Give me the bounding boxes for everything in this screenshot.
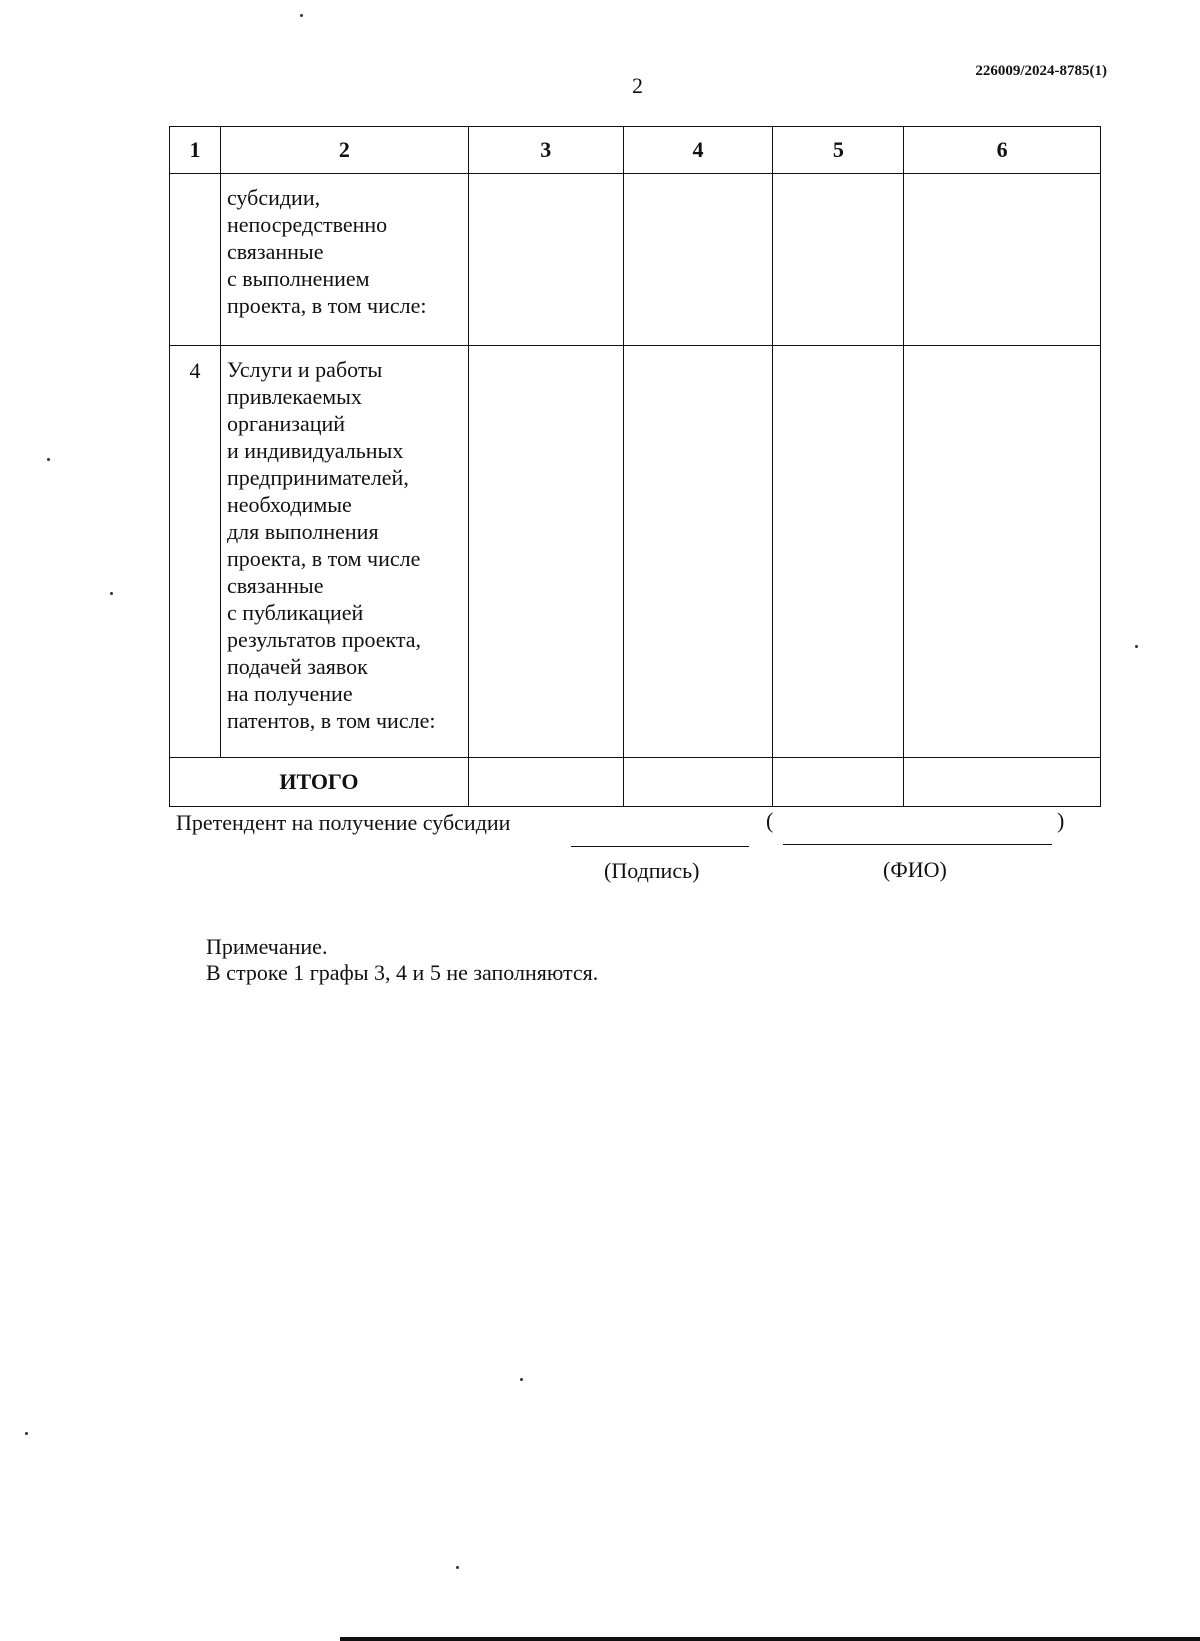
note (206, 934, 598, 986)
table-cell (623, 346, 773, 758)
row-number: 4 (170, 346, 221, 758)
total-label: ИТОГО (170, 758, 469, 807)
table-cell (623, 758, 773, 807)
row-number (170, 174, 221, 346)
note-text: В строке 1 графы 3, 4 и 5 не заполняются. (206, 960, 599, 985)
note-title: Примечание. (206, 934, 328, 959)
column-header: 1 (170, 127, 221, 174)
scan-speck (25, 1432, 28, 1435)
table-cell (468, 174, 623, 346)
bottom-rule (340, 1637, 1200, 1641)
open-paren: ( (766, 808, 774, 833)
close-paren: ) (1057, 808, 1065, 833)
budget-table (169, 126, 1101, 807)
column-header: 6 (904, 127, 1101, 174)
scan-speck (110, 592, 113, 595)
column-header: 3 (468, 127, 623, 174)
row-description: Услуги и работы привлекаемых организаций и индивидуальных предпринимателей, необходимые для выполнения проекта, в том числе связанные с публикацией результатов проекта, подачей заявок на получение патентов, в том числе: (220, 346, 468, 758)
document-id: 226009/2024-8785(1) (975, 63, 1107, 79)
name-line (783, 844, 1052, 845)
table-cell (773, 758, 904, 807)
table-row (170, 346, 1101, 758)
row-description: субсидии, непосредственно связанные с выполнением проекта, в том числе: (220, 174, 468, 346)
table-cell (623, 174, 773, 346)
scan-speck (47, 458, 50, 461)
column-header: 5 (773, 127, 904, 174)
column-header: 2 (220, 127, 468, 174)
applicant-label: Претендент на получение субсидии (176, 810, 511, 835)
table-cell (904, 174, 1101, 346)
scan-speck (456, 1566, 459, 1569)
signature-line (571, 846, 749, 847)
signature-caption: (Подпись) (604, 858, 700, 883)
name-caption: (ФИО) (883, 857, 947, 882)
page-number: 2 (632, 73, 643, 98)
table-cell (773, 346, 904, 758)
scan-speck (1135, 645, 1138, 648)
scan-speck (300, 14, 303, 17)
scan-speck (520, 1378, 523, 1381)
table-header-row (170, 127, 1101, 174)
table-cell (904, 758, 1101, 807)
table-cell (773, 174, 904, 346)
table-cell (468, 346, 623, 758)
total-row (170, 758, 1101, 807)
column-header: 4 (623, 127, 773, 174)
table-cell (904, 346, 1101, 758)
table-cell (468, 758, 623, 807)
table-row (170, 174, 1101, 346)
